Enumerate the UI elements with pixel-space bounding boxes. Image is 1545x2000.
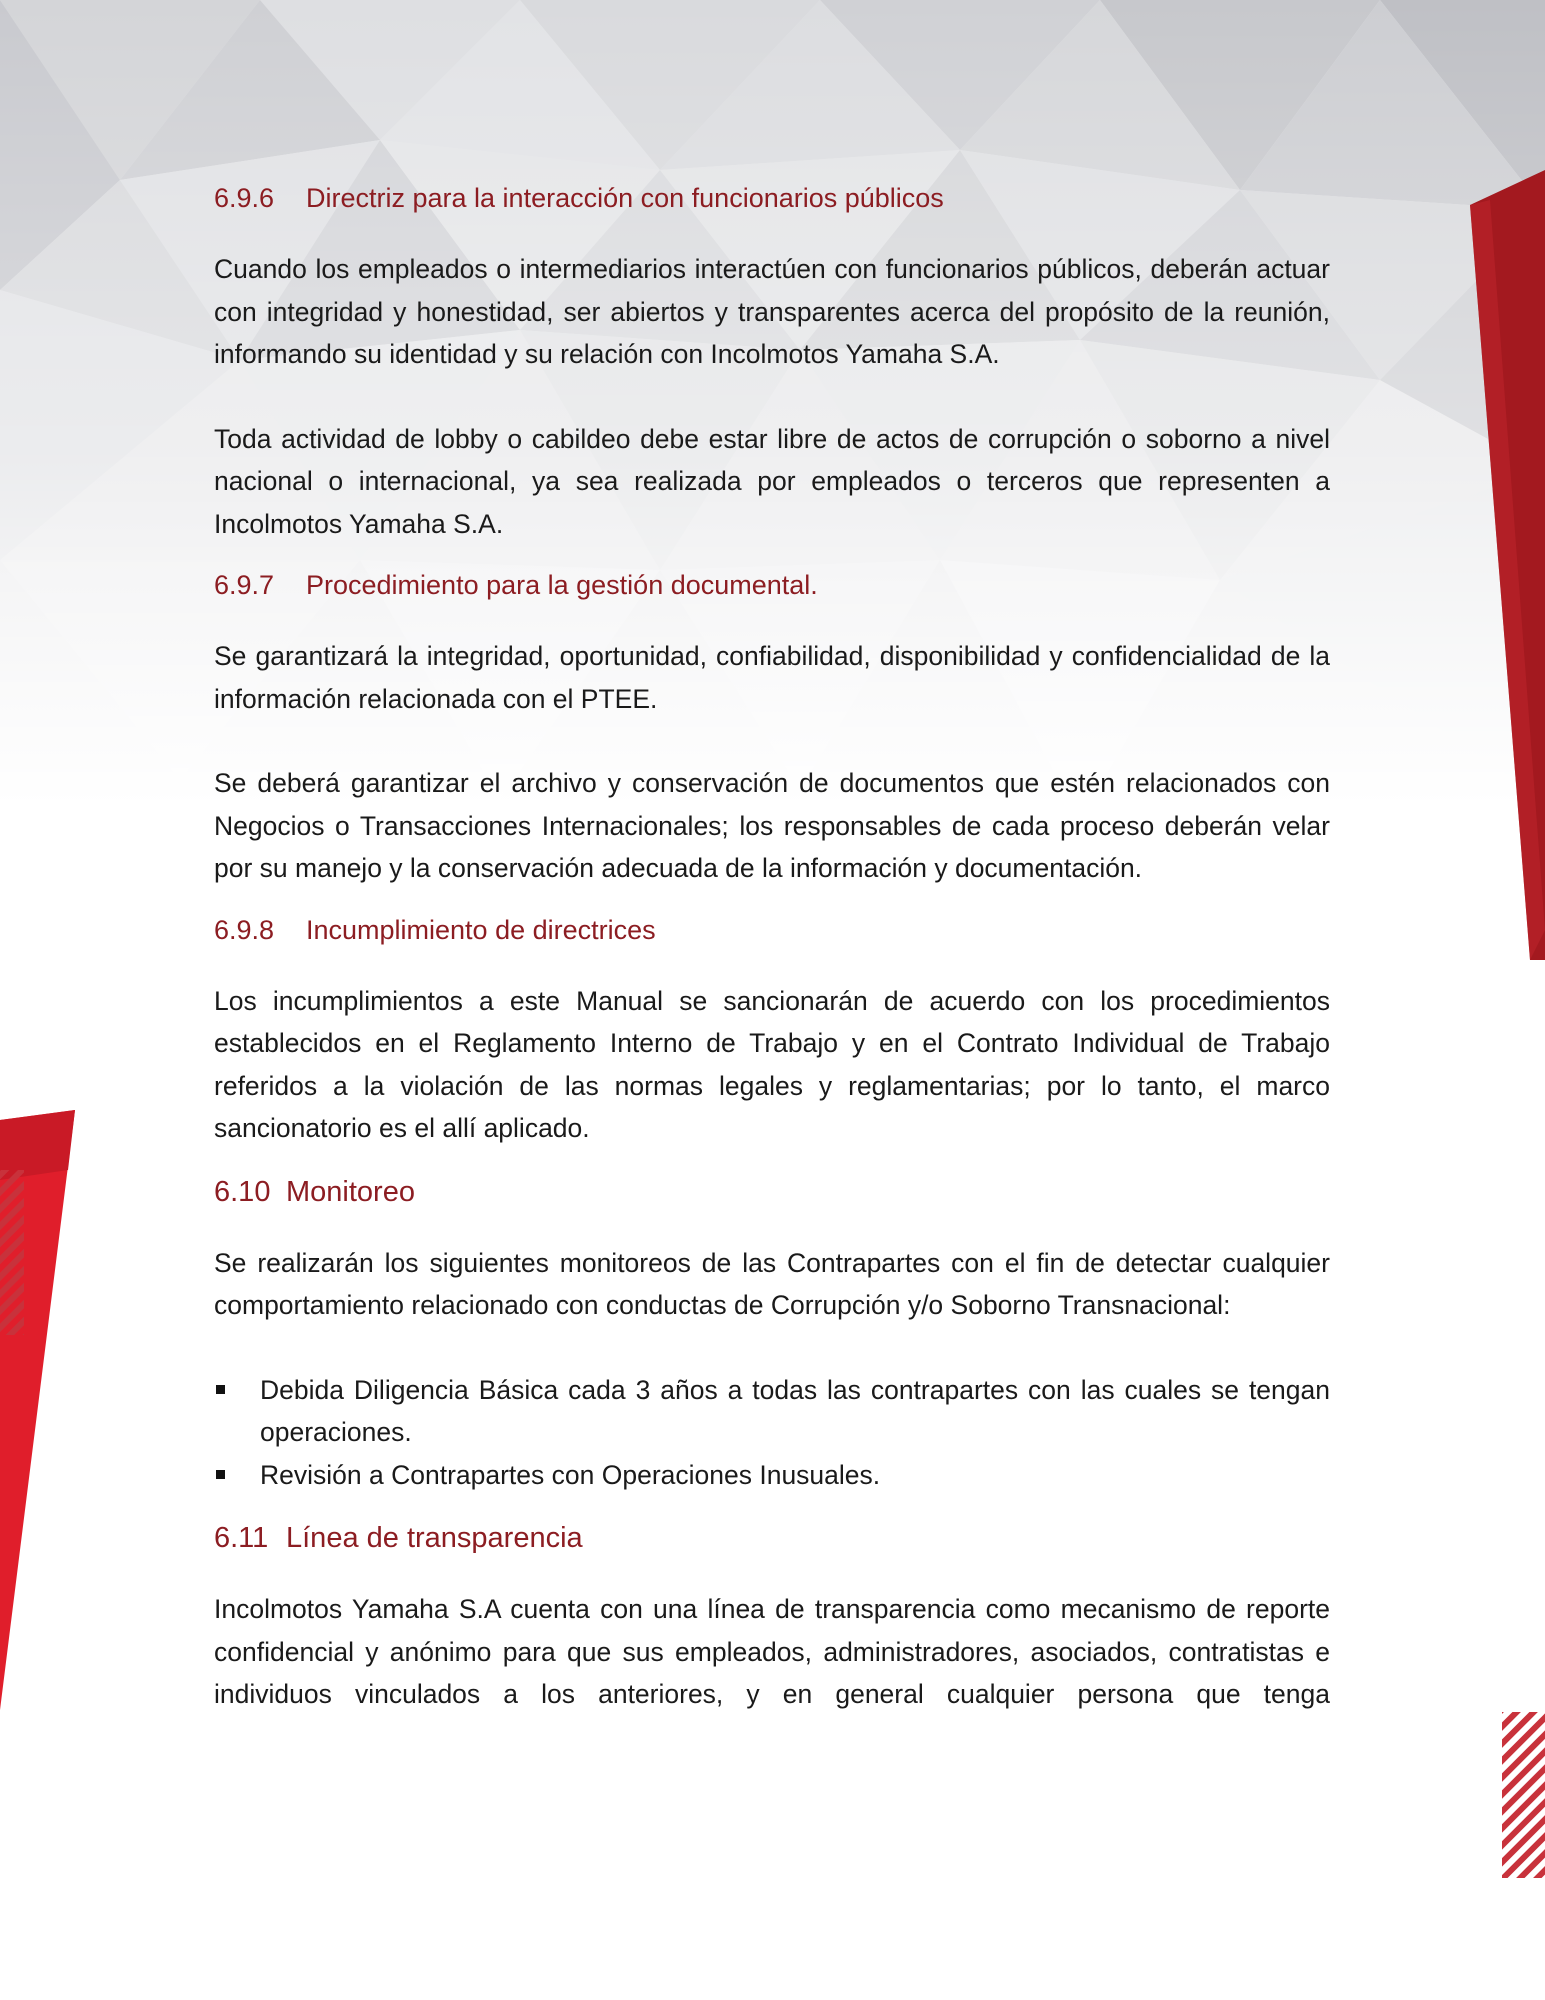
paragraph: Los incumplimientos a este Manual se sancionarán de acuerdo con los procedimientos establecidos en el Reglamento Interno de Trabajo y en el Contrato Individual de Trabajo referidos a la violación de las normas legales y reglamentarias; por lo tanto, el marco sancionatorio es el allí aplicado. [214,985,1330,1143]
section-number: 6.10 [214,1175,271,1208]
list-item-text: Debida Diligencia Básica cada 3 años a todas las contrapartes con las cuales se tengan operaciones. [260,1374,1330,1447]
square-bullet-icon [216,1385,225,1394]
section-title: Directriz para la interacción con funcionarios públicos [306,183,944,213]
right-hatch-marks [1502,1712,1545,1878]
heading-6-9-6 [214,178,1330,218]
section-number: 6.9.8 [214,914,275,945]
document-body [214,178,1330,1716]
paragraph: Se realizarán los siguientes monitoreos de las Contrapartes con el fin de detectar cualquier comportamiento relacionado con conductas de Corrupción y/o Soborno Transnacional: [214,1247,1330,1320]
heading-6-11 [214,1518,1330,1558]
section-title: Línea de transparencia [286,1522,583,1554]
paragraph: Se garantizará la integridad, oportunidad, confiabilidad, disponibilidad y confidencialidad de la información relacionada con el PTEE. [214,641,1330,714]
heading-6-10 [214,1172,1330,1212]
square-bullet-icon [216,1470,225,1479]
list-item-text: Revisión a Contrapartes con Operaciones Inusuales. [260,1459,881,1490]
section-title: Procedimiento para la gestión documental. [306,570,818,600]
monitoring-list [214,1369,1330,1497]
list-item [214,1369,1330,1454]
heading-6-9-8 [214,910,1330,950]
section-title: Incumplimiento de directrices [306,914,656,945]
section-number: 6.9.6 [214,183,275,213]
section-title: Monitoreo [286,1175,415,1208]
heading-6-9-7 [214,565,1330,605]
section-number: 6.9.7 [214,570,275,600]
left-hatch-marks [0,1170,24,1335]
paragraph: Se deberá garantizar el archivo y conservación de documentos que estén relacionados con Negocios o Transacciones Internacionales; los responsables de cada proceso deberán velar por su manejo y la conservación adecuada de la información y documentación. [214,768,1330,883]
paragraph: Toda actividad de lobby o cabildeo debe estar libre de actos de corrupción o soborno a nivel nacional o internacional, ya sea realizada por empleados o terceros que representen a Incolmotos Yamaha S.A. [214,423,1330,539]
list-item [214,1454,1330,1497]
paragraph: Incolmotos Yamaha S.A cuenta con una línea de transparencia como mecanismo de reporte confidencial y anónimo para que sus empleados, administradores, asociados, contratistas e individuos vinculados a los anteriores, y en general cualquier persona que tenga [214,1594,1330,1709]
paragraph: Cuando los empleados o intermediarios interactúen con funcionarios públicos, deberán actuar con integridad y honestidad, ser abiertos y transparentes acerca del propósito de la reunión, informando su identidad y su relación con Incolmotos Yamaha S.A. [214,254,1330,369]
section-number: 6.11 [214,1522,269,1554]
